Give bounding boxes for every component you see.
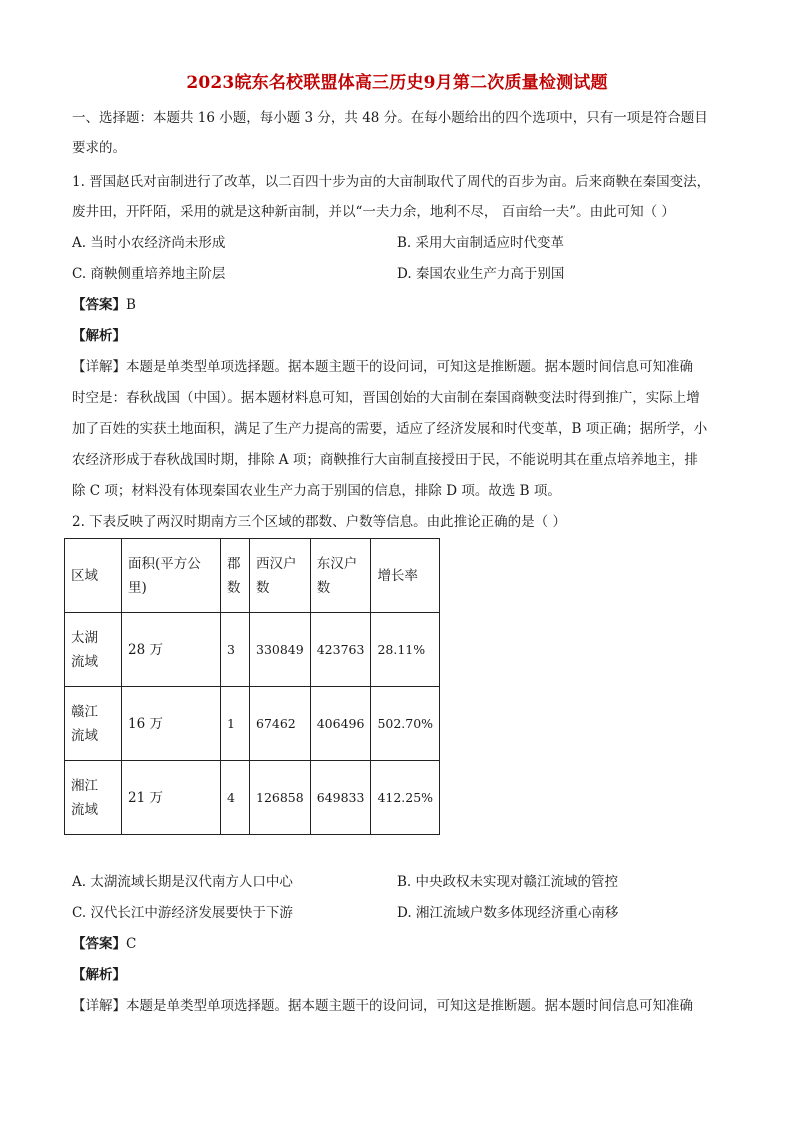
- q2-option-a: A. 太湖流域长期是汉代南方人口中心: [72, 874, 293, 890]
- q2-answer-value: C: [126, 936, 137, 952]
- cell-region: 赣江 流域: [65, 687, 122, 761]
- q1-option-c: C. 商鞅侧重培养地主阶层: [72, 266, 226, 282]
- header-cell-growth: 增长率: [371, 539, 440, 613]
- q2-data-table: [64, 538, 440, 835]
- section-instruction-line-1: 一、选择题：本题共 16 小题，每小题 3 分，共 48 分。在每小题给出的四个选项中，只有一项是符合题目: [72, 110, 708, 126]
- q2-option-d: D. 湘江流域户数多体现经济重心南移: [397, 905, 619, 921]
- header-cell-east-han: 东汉户 数: [310, 539, 371, 613]
- q2-option-b: B. 中央政权未实现对赣江流域的管控: [397, 874, 619, 890]
- table-row: [65, 687, 440, 761]
- cell-growth: 28.11%: [371, 613, 440, 687]
- header-cell-commanderies: 郡 数: [221, 539, 250, 613]
- cell-commanderies: 4: [221, 761, 250, 835]
- q1-answer-value: B: [126, 297, 136, 313]
- cell-area: 28 万: [122, 613, 221, 687]
- q2-stem: 2. 下表反映了两汉时期南方三个区域的郡数、户数等信息。由此推论正确的是（ ）: [72, 514, 566, 530]
- cell-region: 湘江 流域: [65, 761, 122, 835]
- q1-detail-line-5: 除 C 项；材料没有体现秦国农业生产力高于别国的信息，排除 D 项。故选 B 项。: [72, 483, 561, 499]
- cell-east-han: 649833: [310, 761, 371, 835]
- cell-growth: 412.25%: [371, 761, 440, 835]
- section-instruction-line-2: 要求的。: [72, 140, 126, 156]
- header-cell-region: 区域: [65, 539, 122, 613]
- q2-detail-line-1: 【详解】本题是单类型单项选择题。据本题主题干的设问词，可知这是推断题。据本题时间信息可知准确: [72, 998, 693, 1014]
- q2-answer-label: 【答案】: [72, 936, 126, 952]
- q2-answer: [72, 934, 136, 954]
- q1-detail-line-2: 时空是：春秋战国（中国）。据本题材料息可知，晋国创始的大亩制在秦国商鞅变法时得到推广，实际上增: [72, 390, 700, 406]
- q2-option-c: C. 汉代长江中游经济发展要快于下游: [72, 905, 293, 921]
- q1-detail-line-3: 加了百姓的实获土地面积，满足了生产力提高的需要，适应了经济发展和时代变革，B 项正确；据所学，小: [72, 421, 708, 437]
- q1-answer-label: 【答案】: [72, 297, 126, 313]
- cell-area: 21 万: [122, 761, 221, 835]
- table-header-row: [65, 539, 440, 613]
- cell-commanderies: 3: [221, 613, 250, 687]
- cell-growth: 502.70%: [371, 687, 440, 761]
- cell-east-han: 406496: [310, 687, 371, 761]
- table-row: [65, 761, 440, 835]
- q1-option-a: A. 当时小农经济尚未形成: [72, 235, 226, 251]
- cell-region: 太湖 流域: [65, 613, 122, 687]
- cell-area: 16 万: [122, 687, 221, 761]
- cell-commanderies: 1: [221, 687, 250, 761]
- page-title: 2023皖东名校联盟体高三历史9月第二次质量检测试题: [186, 73, 608, 93]
- cell-west-han: 126858: [250, 761, 311, 835]
- q1-stem-line-1: 1. 晋国赵氏对亩制进行了改革，以二百四十步为亩的大亩制取代了周代的百步为亩。后来商鞅在秦国变法，: [72, 174, 711, 190]
- q1-analysis-label: 【解析】: [72, 328, 126, 344]
- header-cell-area: 面积(平方公 里): [122, 539, 221, 613]
- q1-stem-line-2: 废井田，开阡陌，采用的就是这种新亩制，并以“一夫力余，地利不尽， 百亩给一夫”。由此可知（ ）: [72, 204, 675, 220]
- q1-answer: [72, 295, 136, 315]
- table-row: [65, 613, 440, 687]
- cell-west-han: 67462: [250, 687, 311, 761]
- q2-analysis-label: 【解析】: [72, 967, 126, 983]
- header-cell-west-han: 西汉户 数: [250, 539, 311, 613]
- cell-east-han: 423763: [310, 613, 371, 687]
- q1-detail-line-1: 【详解】本题是单类型单项选择题。据本题主题干的设问词，可知这是推断题。据本题时间信息可知准确: [72, 359, 693, 375]
- cell-west-han: 330849: [250, 613, 311, 687]
- q1-option-d: D. 秦国农业生产力高于别国: [397, 266, 565, 282]
- q1-option-b: B. 采用大亩制适应时代变革: [397, 235, 565, 251]
- q1-detail-line-4: 农经济形成于春秋战国时期，排除 A 项；商鞅推行大亩制直接授田于民，不能说明其在重点培养地主，排: [72, 452, 698, 468]
